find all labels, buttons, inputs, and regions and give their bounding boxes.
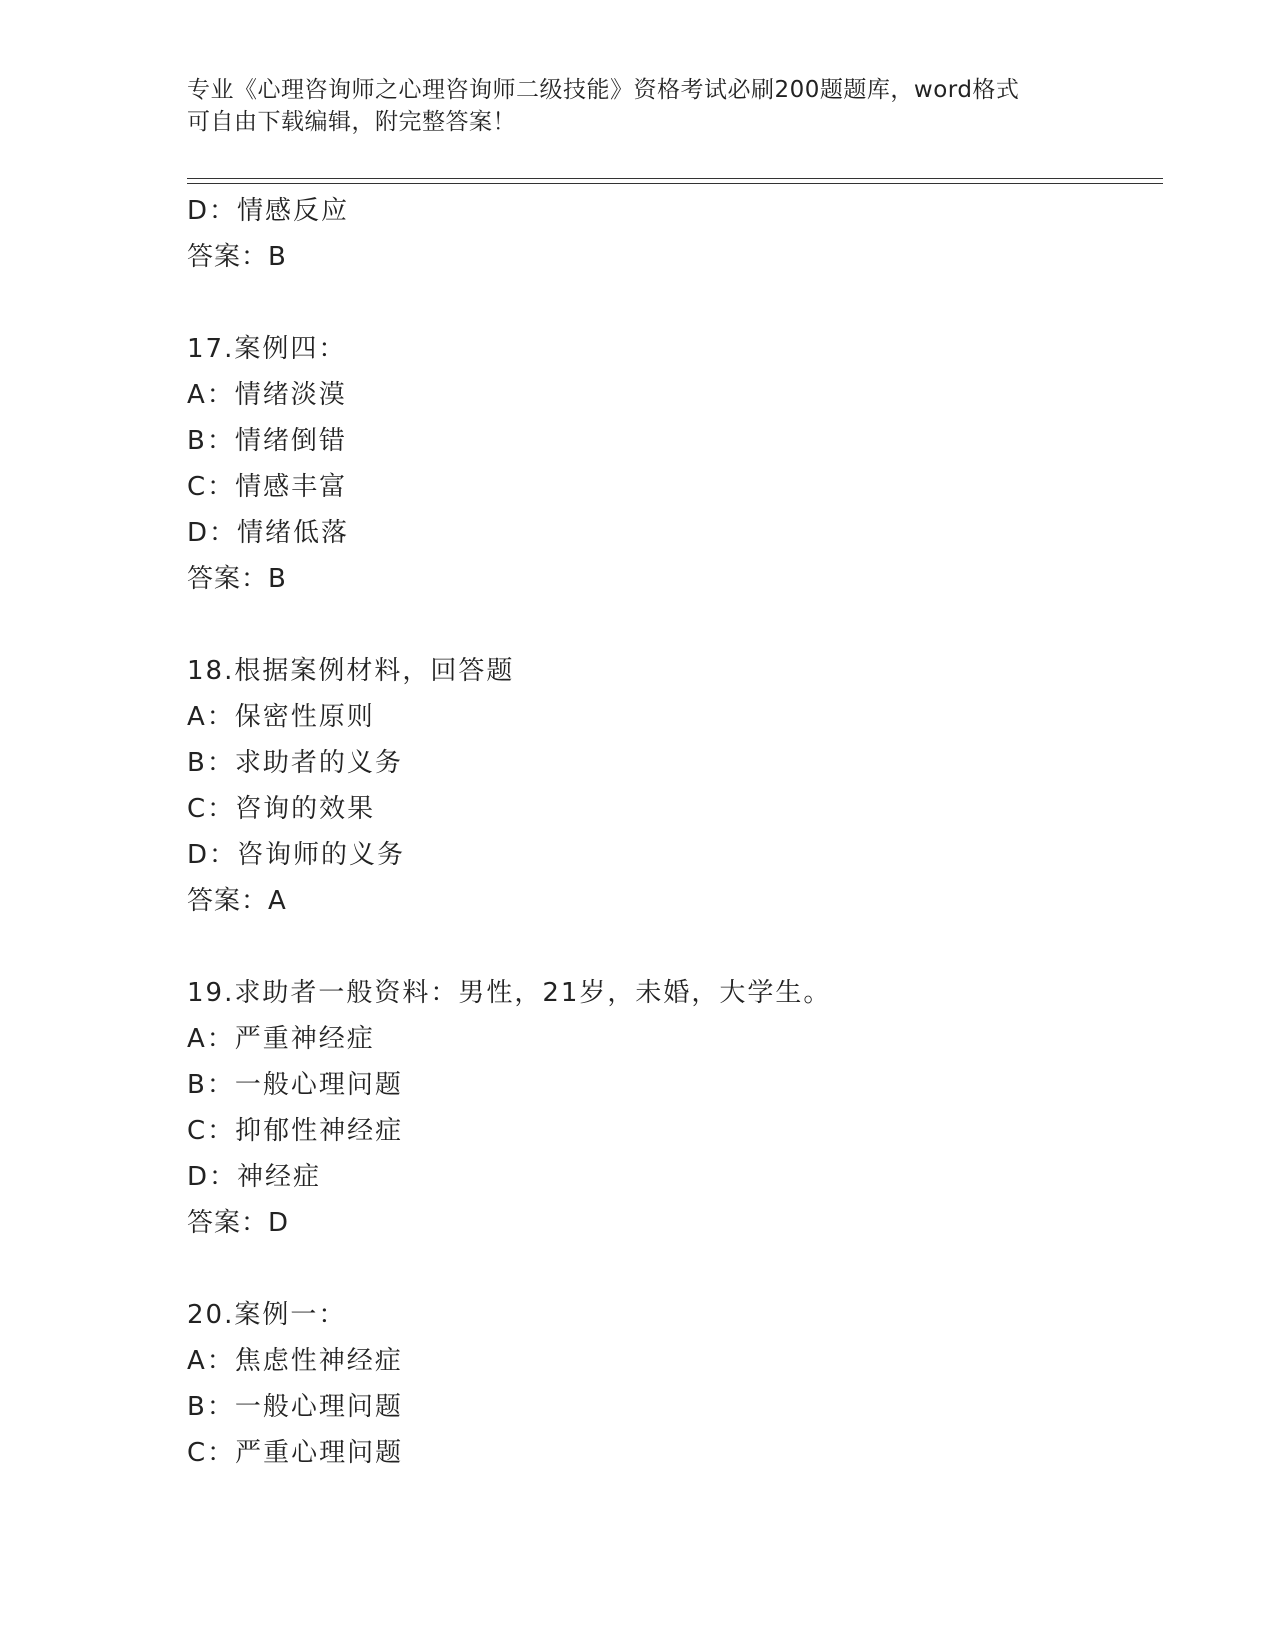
- question-stem: 20.案例一：: [187, 1300, 347, 1330]
- question-answer: 答案：B: [187, 564, 287, 594]
- question-block-19: [187, 970, 1147, 1246]
- question-stem: 18.根据案例材料，回答题: [187, 656, 515, 686]
- option-d: D：情绪低落: [187, 518, 350, 548]
- header-divider-bottom: [187, 183, 1163, 184]
- question-block-20: [187, 1292, 1147, 1476]
- option-d: D：神经症: [187, 1162, 322, 1192]
- option-b: B：一般心理问题: [187, 1392, 403, 1422]
- option-c: C：抑郁性神经症: [187, 1116, 404, 1146]
- option-b: B：一般心理问题: [187, 1070, 403, 1100]
- spacer: [187, 280, 1147, 326]
- spacer: [187, 924, 1147, 970]
- prev-question-answer: 答案：B: [187, 242, 287, 272]
- question-answer: 答案：A: [187, 886, 287, 916]
- spacer: [187, 602, 1147, 648]
- option-b: B：求助者的义务: [187, 748, 403, 778]
- document-header: [187, 74, 1087, 138]
- header-title-line-1: 专业《心理咨询师之心理咨询师二级技能》资格考试必刷200题题库，word格式: [187, 77, 1020, 103]
- question-list: [187, 188, 1147, 1476]
- question-stem: 17.案例四：: [187, 334, 347, 364]
- question-block-17: [187, 326, 1147, 602]
- option-c: C：严重心理问题: [187, 1438, 404, 1468]
- option-a: A：严重神经症: [187, 1024, 375, 1054]
- option-a: A：保密性原则: [187, 702, 375, 732]
- option-a: A：情绪淡漠: [187, 380, 347, 410]
- option-c: C：咨询的效果: [187, 794, 376, 824]
- option-c: C：情感丰富: [187, 472, 348, 502]
- question-stem: 19.求助者一般资料：男性，21岁，未婚，大学生。: [187, 978, 832, 1008]
- spacer: [187, 1246, 1147, 1292]
- question-answer: 答案：D: [187, 1208, 290, 1238]
- header-divider-top: [187, 178, 1163, 179]
- option-b: B：情绪倒错: [187, 426, 347, 456]
- option-d: D：咨询师的义务: [187, 840, 406, 870]
- prev-question-option-d: D：情感反应: [187, 196, 350, 226]
- header-title-line-2: 可自由下载编辑，附完整答案！: [187, 109, 516, 135]
- question-block-18: [187, 648, 1147, 924]
- option-a: A：焦虑性神经症: [187, 1346, 403, 1376]
